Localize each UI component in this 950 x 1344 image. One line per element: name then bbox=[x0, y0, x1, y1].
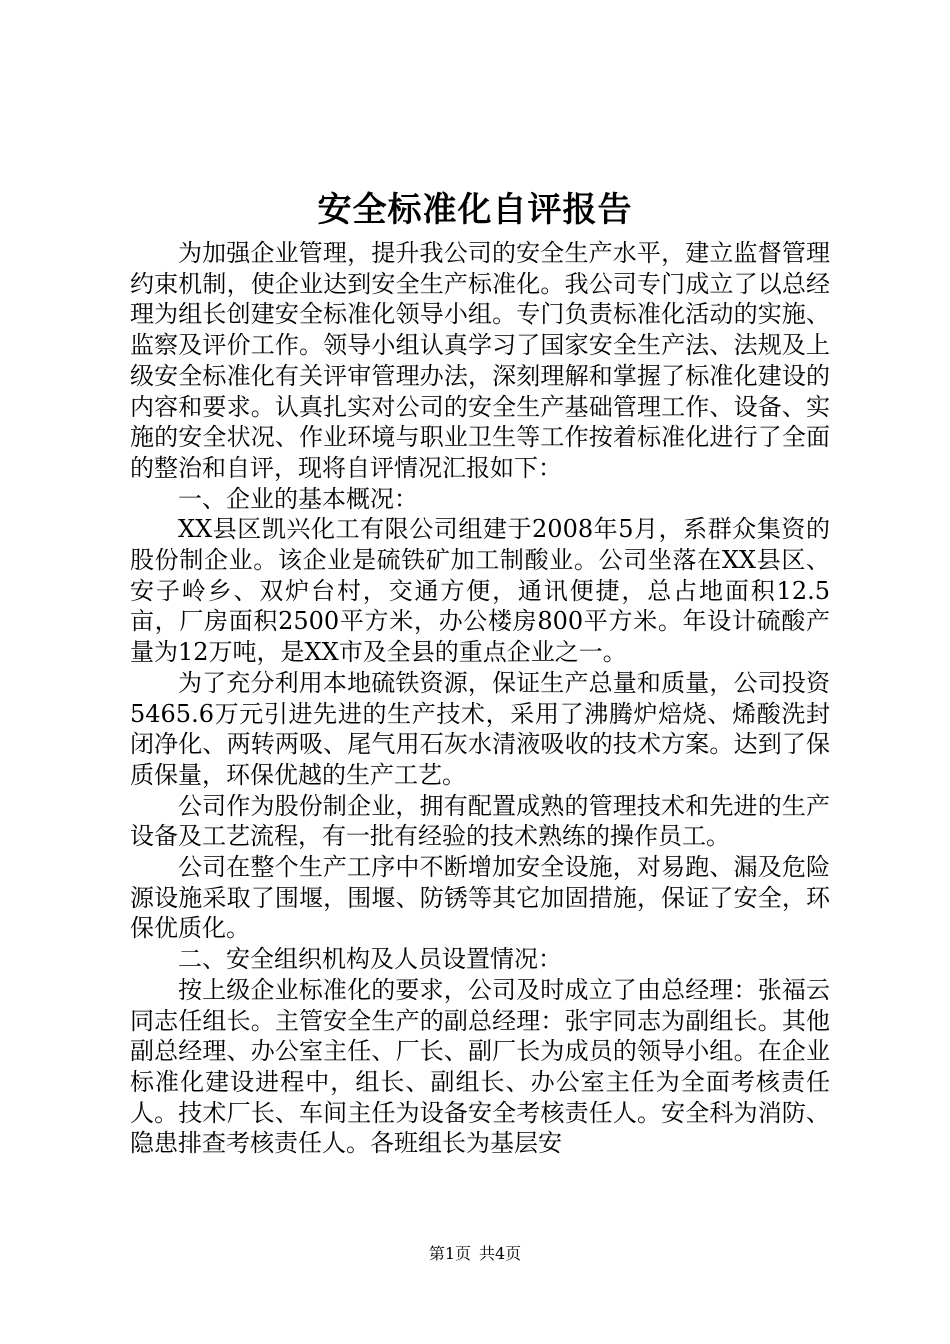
paragraph-management: 公司作为股份制企业，拥有配置成熟的管理技术和先进的生产设备及工艺流程，有一批有经验的技术熟练的操作员工。 bbox=[130, 791, 830, 851]
paragraph-intro: 为加强企业管理，提升我公司的安全生产水平，建立监督管理约束机制，使企业达到安全生产标准化。我公司专门成立了以总经理为组长创建安全标准化领导小组。专门负责标准化活动的实施、监察及评价工作。领导小组认真学习了国家安全生产法、法规及上级安全标准化有关评审管理办法，深刻理解和掌握了标准化建设的内容和要求。认真扎实对公司的安全生产基础管理工作、设备、实施的安全状况、作业环境与职业卫生等工作按着标准化进行了全面的整治和自评，现将自评情况汇报如下： bbox=[130, 239, 830, 482]
page-total: 共4页 bbox=[479, 1244, 522, 1263]
paragraph-organization: 按上级企业标准化的要求，公司及时成立了由总经理：张福云同志任组长。主管安全生产的副总经理：张宇同志为副组长。其他副总经理、办公室主任、厂长、副厂长为成员的领导小组。在企业标准化建设进程中，组长、副组长、办公室主任为全面考核责任人。技术厂长、车间主任为设备安全考核责任人。安全科为消防、隐患排查考核责任人。各班组长为基层安 bbox=[130, 975, 830, 1158]
document-title: 安全标准化自评报告 bbox=[317, 190, 633, 230]
section-heading-organization: 二、安全组织机构及人员设置情况： bbox=[178, 945, 562, 974]
document-body bbox=[130, 238, 830, 1159]
paragraph-technology: 为了充分利用本地硫铁资源，保证生产总量和质量，公司投资5465.6万元引进先进的生产技术，采用了沸腾炉焙烧、烯酸洗封闭净化、两转两吸、尾气用石灰水清液吸收的技术方案。达到了保质保量，环保优越的生产工艺。 bbox=[130, 668, 830, 789]
paragraph-safety-facilities: 公司在整个生产工序中不断增加安全设施，对易跑、漏及危险源设施采取了围堰，围堰、防锈等其它加固措施，保证了安全，环保优质化。 bbox=[130, 853, 830, 943]
paragraph-company-overview: XX县区凯兴化工有限公司组建于2008年5月，系群众集资的股份制企业。该企业是硫铁矿加工制酸业。公司坐落在XX县区、安子岭乡、双炉台村，交通方便，通讯便捷，总占地面积12.5亩，厂房面积2500平方米，办公楼房800平方米。年设计硫酸产量为12万吨，是XX市及全县的重点企业之一。 bbox=[130, 515, 830, 667]
page-number: 第1页 bbox=[428, 1244, 471, 1263]
section-heading-overview: 一、企业的基本概况： bbox=[178, 484, 418, 513]
page-footer bbox=[0, 1242, 950, 1266]
